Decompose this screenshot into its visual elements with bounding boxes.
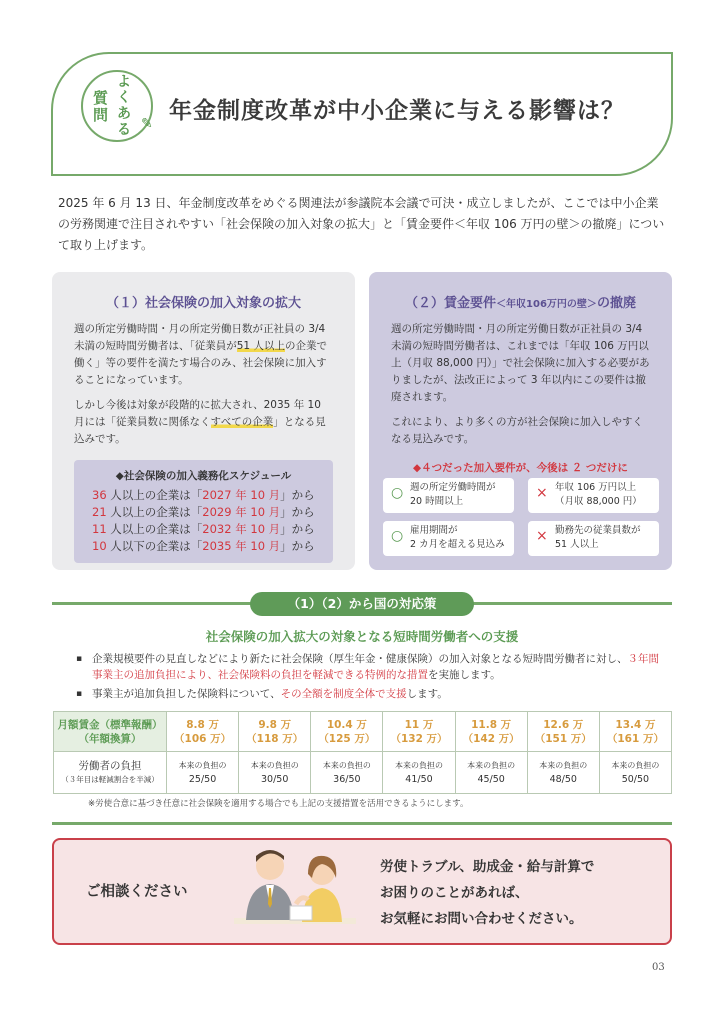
burden-label: 本来の負担の bbox=[250, 760, 299, 770]
table-cell bbox=[383, 712, 455, 752]
table-cell bbox=[599, 752, 671, 794]
burden-ratio: 45/50 bbox=[477, 773, 505, 785]
requirement-card bbox=[383, 521, 514, 556]
table-cell bbox=[527, 712, 599, 752]
consult-message bbox=[380, 854, 594, 932]
burden-label: 本来の負担の bbox=[467, 760, 516, 770]
section-pill: （1）（2）から国の対応策 bbox=[250, 592, 474, 616]
schedule-row bbox=[74, 504, 333, 521]
box2-paragraph-2: これにより、より多くの方が社会保険に加入しやすくなる見込みです。 bbox=[391, 416, 643, 445]
burden-ratio: 41/50 bbox=[405, 773, 433, 785]
requirement-line: 51 人以上 bbox=[555, 539, 599, 550]
annual-wage: （142 万） bbox=[462, 732, 520, 745]
box2-paragraph-1: 週の所定労働時間・月の所定労働日数が正社員の 3/4 未満の短時間労働者は、これまでは「年収 106 万円以上（月収 88,000 円）」で社会保険に加入する必要がありましたが、法改正によって 3 年以内にこの要件は撤廃されます。 bbox=[391, 323, 650, 403]
burden-label: 本来の負担の bbox=[394, 760, 443, 770]
requirement-card bbox=[528, 478, 659, 513]
annual-wage: （106 万） bbox=[174, 732, 232, 745]
burden-ratio: 36/50 bbox=[333, 773, 361, 785]
schedule-mid: 人以上の企業は「 bbox=[106, 505, 203, 519]
burden-ratio: 25/50 bbox=[188, 773, 217, 785]
monthly-wage: 11 万 bbox=[404, 718, 434, 731]
bullet1-text-a: 企業規模要件の見直しなどにより新たに社会保険（厚生年金・健康保険）の加入対象となる短時間労働者に対し、 bbox=[92, 653, 628, 665]
schedule-row bbox=[74, 538, 333, 555]
schedule-end: 」から bbox=[280, 488, 315, 502]
pencil-icon: ✎ bbox=[141, 116, 153, 132]
schedule-end: 」から bbox=[280, 522, 315, 536]
burden-ratio: 50/50 bbox=[621, 773, 650, 785]
schedule-date: 2029 年 10 月 bbox=[202, 505, 281, 519]
consult-line-3: お気軽にお問い合わせください。 bbox=[380, 911, 583, 927]
table-footnote: ※労使合意に基づき任意に社会保険を適用する場合でも上記の支援措置を活用できるようにします。 bbox=[88, 799, 469, 809]
burden-ratio: 30/50 bbox=[261, 773, 289, 785]
header-burden-note: （３年目は軽減割合を半減） bbox=[61, 774, 159, 784]
schedule-row bbox=[74, 521, 333, 538]
bullet2-text-b: します。 bbox=[406, 688, 448, 700]
table-row bbox=[54, 712, 672, 752]
schedule-mid: 人以上の企業は「 bbox=[106, 488, 203, 502]
header-burden-a: 労働者の負担 bbox=[78, 759, 142, 772]
box1-p2-text-a: しかし今後は対象が段階的に拡大され、2035 年 10 月には「従業員数に関係なく bbox=[74, 399, 321, 428]
table-cell bbox=[167, 752, 239, 794]
monthly-wage: 9.8 万 bbox=[258, 718, 292, 731]
box1-paragraph-2 bbox=[74, 397, 333, 448]
requirement-card bbox=[383, 478, 514, 513]
support-bullets bbox=[74, 651, 664, 705]
table-header-wage bbox=[54, 712, 167, 752]
requirement-card bbox=[528, 521, 659, 556]
requirement-line: 雇用期間が bbox=[410, 525, 458, 536]
schedule-title: ◆社会保険の加入義務化スケジュール bbox=[115, 470, 292, 482]
section-divider-bottom bbox=[52, 822, 672, 825]
burden-label: 本来の負担の bbox=[322, 760, 371, 770]
box1-title: （１）社会保険の加入対象の拡大 bbox=[105, 296, 301, 311]
monthly-wage: 12.6 万 bbox=[543, 718, 584, 731]
monthly-wage: 11.8 万 bbox=[471, 718, 512, 731]
consult-title: ご相談ください bbox=[86, 884, 188, 900]
box1-p1-text-b: の企業で働く」等の要件を満たす場合のみ、社会保険に加入することになっています。 bbox=[74, 340, 327, 386]
badge-text-frequent: よくある bbox=[117, 74, 131, 138]
consultation-illustration bbox=[230, 844, 360, 940]
bullet2-red: その全額を制度全体で支援 bbox=[280, 688, 407, 700]
intro-paragraph: 2025 年 6 月 13 日、年金制度改革をめぐる関連法が参議院本会議で可決・成立しましたが、ここでは中小企業の労務関連で注目されやすい「社会保険の加入対象の拡大」と「賃金要件＜年収 106 万円の壁＞の撤廃」について取り上げます。 bbox=[58, 196, 665, 252]
page-title: 年金制度改革が中小企業に与える影響は？ bbox=[169, 98, 625, 124]
burden-ratio: 48/50 bbox=[549, 773, 577, 785]
support-table bbox=[53, 711, 672, 794]
annual-wage: （132 万） bbox=[390, 732, 448, 745]
requirement-line: （月収 88,000 円） bbox=[555, 496, 642, 507]
schedule-count: 36 bbox=[92, 488, 107, 502]
box2-title-small: ＜年収106万円の壁＞ bbox=[496, 299, 597, 310]
burden-label: 本来の負担の bbox=[539, 760, 588, 770]
box1-p2-text-b: 」となる見込みです。 bbox=[74, 416, 326, 445]
requirements-title: ◆４つだった加入要件が、今後は ２ つだけに bbox=[413, 462, 628, 474]
table-cell bbox=[239, 712, 311, 752]
monthly-wage: 8.8 万 bbox=[186, 718, 219, 731]
schedule-end: 」から bbox=[280, 539, 315, 553]
list-item bbox=[74, 651, 664, 683]
schedule-count: 21 bbox=[92, 505, 107, 519]
box2-title bbox=[369, 292, 672, 311]
requirement-line: 週の所定労働時間が bbox=[410, 482, 496, 493]
table-cell bbox=[599, 712, 671, 752]
schedule-date: 2035 年 10 月 bbox=[202, 539, 281, 553]
annual-wage: （161 万） bbox=[606, 732, 664, 745]
box1-p1-text-a: 週の所定労働時間・月の所定労働日数が正社員の 3/4 未満の短時間労働者は、「従業員が bbox=[74, 323, 326, 352]
schedule-date: 2032 年 10 月 bbox=[202, 522, 281, 536]
table-cell bbox=[455, 752, 527, 794]
box1-paragraph-1 bbox=[74, 321, 333, 389]
wage-requirement-box bbox=[369, 272, 672, 570]
schedule-row bbox=[74, 487, 333, 504]
box2-title-main: （２）賃金要件 bbox=[405, 296, 497, 311]
schedule-date: 2027 年 10 月 bbox=[202, 488, 281, 502]
requirement-line: 年収 106 万円以上 bbox=[555, 482, 637, 493]
requirement-line: 勤務先の従業員数が bbox=[555, 525, 641, 536]
header-wage-b: （年額換算） bbox=[78, 732, 142, 745]
table-cell bbox=[167, 712, 239, 752]
requirement-line: 2 カ月を超える見込み bbox=[410, 539, 505, 550]
schedule-end: 」から bbox=[280, 505, 315, 519]
cross-icon: × bbox=[536, 485, 548, 501]
circle-icon: ○ bbox=[391, 485, 404, 501]
header-wage-a: 月額賃金（標準報酬） bbox=[57, 718, 163, 731]
table-cell bbox=[311, 752, 383, 794]
table-cell bbox=[383, 752, 455, 794]
box1-p1-highlight: 51 人以上 bbox=[236, 340, 285, 352]
schedule-count: 10 bbox=[92, 539, 107, 553]
table-cell bbox=[311, 712, 383, 752]
consult-line-2: お困りのことがあれば、 bbox=[380, 885, 529, 901]
table-cell bbox=[239, 752, 311, 794]
schedule-mid: 人以上の企業は「 bbox=[106, 522, 203, 536]
coverage-expansion-box bbox=[52, 272, 355, 570]
annual-wage: （151 万） bbox=[534, 732, 592, 745]
support-subtitle: 社会保険の加入拡大の対象となる短時間労働者への支援 bbox=[205, 629, 519, 644]
box2-title-end: の撤廃 bbox=[596, 296, 636, 311]
list-item bbox=[74, 686, 664, 702]
table-cell bbox=[455, 712, 527, 752]
schedule-mid: 人以下の企業は「 bbox=[106, 539, 203, 553]
table-cell bbox=[527, 752, 599, 794]
burden-label: 本来の負担の bbox=[178, 760, 227, 770]
bullet2-text-a: 事業主が追加負担した保険料について、 bbox=[92, 688, 281, 700]
faq-badge bbox=[81, 70, 167, 156]
consult-line-1: 労使トラブル、助成金・給与計算で bbox=[380, 859, 595, 875]
cross-icon: × bbox=[536, 528, 548, 544]
table-header-burden bbox=[54, 752, 167, 794]
monthly-wage: 13.4 万 bbox=[615, 718, 656, 731]
requirement-line: 20 時間以上 bbox=[410, 496, 464, 507]
schedule-count: 11 bbox=[92, 522, 107, 536]
table-row bbox=[54, 752, 672, 794]
bullet1-text-b: を実施します。 bbox=[428, 669, 501, 681]
box1-p2-highlight: すべての企業 bbox=[210, 416, 274, 428]
consultation-banner bbox=[52, 838, 672, 945]
circle-icon: ○ bbox=[391, 528, 404, 544]
badge-text-question: 質問 bbox=[93, 89, 109, 124]
monthly-wage: 10.4 万 bbox=[326, 718, 367, 731]
schedule-panel bbox=[74, 460, 333, 563]
title-banner bbox=[51, 52, 673, 176]
bullet1-red: ３年間事業主の追加負担により、社会保険料の負担を軽減できる特例的な措置 bbox=[92, 653, 659, 681]
annual-wage: （118 万） bbox=[246, 732, 304, 745]
page-number: 03 bbox=[652, 962, 665, 973]
burden-label: 本来の負担の bbox=[611, 760, 660, 770]
annual-wage: （125 万） bbox=[318, 732, 376, 745]
